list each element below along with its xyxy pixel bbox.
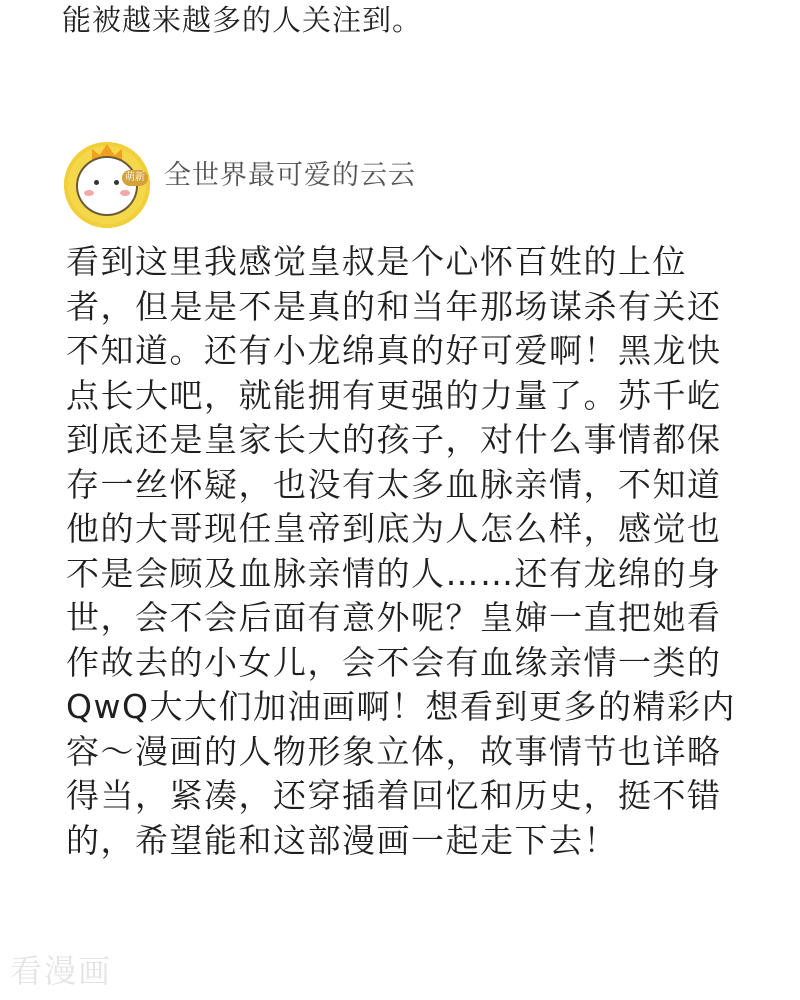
comment-line: 得当，紧凑，还穿插着回忆和历史，挺不错	[66, 776, 722, 815]
comment-line: 点长大吧，就能拥有更强的力量了。苏千屹	[66, 375, 722, 415]
comment-line: 作故去的小女儿，会不会有血缘亲情一类的	[66, 642, 722, 682]
watermark-logo: 看漫画	[10, 952, 113, 990]
comment-username[interactable]: 全世界最可爱的云云	[164, 159, 416, 191]
comment-line: QwQ大大们加油画啊！想看到更多的精彩内	[66, 687, 736, 726]
comment-line: 世，会不会后面有意外呢？皇婶一直把她看	[66, 598, 722, 637]
comment-line: 存一丝怀疑，也没有太多血脉亲情，不知道	[66, 464, 722, 504]
avatar-blush-right	[120, 190, 130, 196]
comment-line: 到底还是皇家长大的孩子，对什么事情都保	[66, 420, 722, 459]
comment-line: 不是会顾及血脉亲情的人……还有龙绵的身	[66, 553, 722, 593]
newbie-badge: 萌新	[122, 170, 148, 186]
comment-line: 不知道。还有小龙绵真的好可爱啊！黑龙快	[66, 331, 722, 370]
comment-header	[64, 142, 416, 228]
avatar-eye-left	[94, 180, 99, 185]
comment-line: 容～漫画的人物形象立体，故事情节也详略	[66, 731, 722, 771]
comment-line: 他的大哥现任皇帝到底为人怎么样，感觉也	[66, 509, 722, 548]
avatar[interactable]	[64, 142, 150, 228]
comment-line: 看到这里我感觉皇叔是个心怀百姓的上位	[66, 242, 687, 281]
avatar-face-icon	[76, 156, 138, 216]
avatar-blush-left	[84, 190, 94, 196]
comment-body	[66, 240, 756, 863]
comment-line: 者，但是是不是真的和当年那场谋杀有关还	[66, 286, 722, 326]
previous-comment-tail: 能被越来越多的人关注到。	[62, 3, 423, 37]
comment-line: 的，希望能和这部漫画一起走下去！	[66, 820, 618, 860]
avatar-eye-right	[114, 180, 119, 185]
